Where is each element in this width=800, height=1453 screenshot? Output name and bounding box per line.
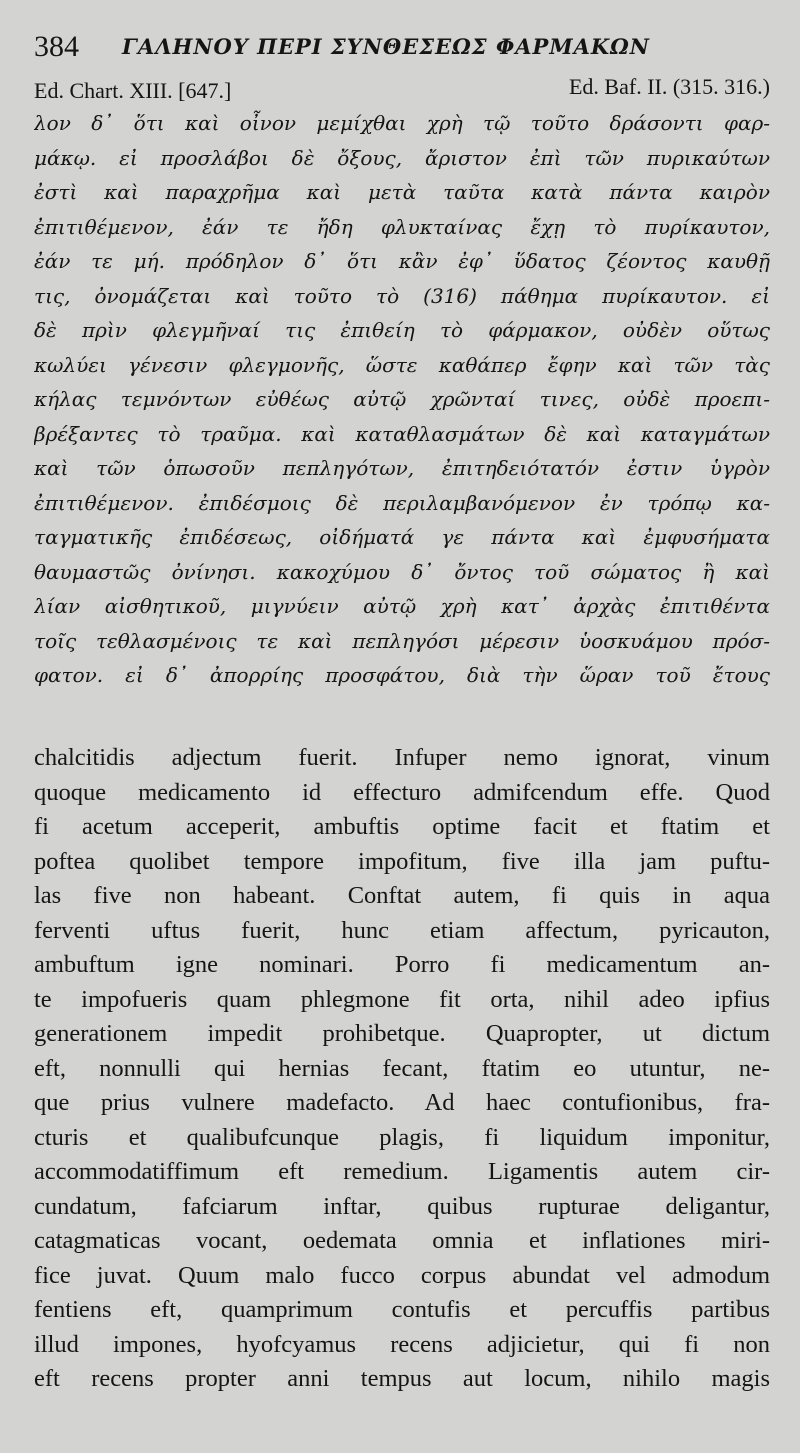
latin-text-line: generationem impedit prohibetque. Quapropter, ut dictum	[34, 1020, 770, 1047]
running-title: ΓΑΛΗΝΟΥ ΠΕΡΙ ΣΥΝΘΕΣΕΩΣ ΦΑΡΜΑΚΩΝ	[122, 34, 650, 59]
latin-text-line: catagmaticas vocant, oedemata omnia et inflationes miri-	[34, 1227, 770, 1254]
latin-text-line: fi acetum acceperit, ambuftis optime facit et ftatim et	[34, 813, 770, 840]
greek-text-line: δὲ πρὶν φλεγμῆναί τις ἐπιθείη τὸ φάρμακον, οὐδὲν οὕτως	[34, 318, 770, 342]
greek-text-line: ἐπιτιθέμενον, ἐάν τε ἤδη φλυκταίνας ἔχῃ τὸ πυρίκαυτον,	[34, 214, 770, 239]
edition-basel-reference: Ed. Baf. II. (315. 316.)	[568, 74, 770, 99]
latin-text-line: eft recens propter anni tempus aut locum, nihilo magis	[34, 1365, 770, 1392]
latin-text-line: ferventi uftus fuerit, hunc etiam affectum, pyricauton,	[34, 916, 770, 944]
greek-text-line: βρέξαντες τὸ τραῦμα. καὶ καταθλασμάτων δὲ καὶ καταγμάτων	[34, 421, 770, 446]
latin-text-line: fice juvat. Quum malo fucco corpus abundat vel admodum	[34, 1261, 770, 1289]
greek-text-line: κήλας τεμνόντων εὐθέως αὐτῷ χρῶνταί τινες, οὐδὲ προεπι-	[34, 387, 770, 411]
greek-text-line: τις, ὀνομάζεται καὶ τοῦτο τὸ (316) πάθημα πυρίκαυτον. εἰ	[34, 283, 770, 308]
latin-text-line: cundatum, fafciarum inftar, quibus rupturae deligantur,	[34, 1192, 770, 1220]
greek-text-line: μάκῳ. εἰ προσλάβοι δὲ ὄξους, ἄριστον ἐπὶ τῶν πυρικαύτων	[34, 145, 770, 170]
greek-text-line: φατον. εἰ δ᾽ ἀπορρίης προσφάτου, διὰ τὴν ὥραν τοῦ ἔτους	[34, 663, 770, 687]
latin-text-line: cturis et qualibufcunque plagis, fi liquidum imponitur,	[34, 1123, 770, 1151]
greek-text-line: ἐστὶ καὶ παραχρῆμα καὶ μετὰ ταῦτα κατὰ πάντα καιρὸν	[34, 180, 770, 204]
latin-text-line: fentiens eft, quamprimum contufis et percuffis partibus	[34, 1296, 770, 1323]
latin-text-line: que prius vulnere madefacto. Ad haec contufionibus, fra-	[34, 1089, 770, 1116]
latin-text-line: poftea quolibet tempore impofitum, five illa jam puftu-	[34, 847, 770, 875]
latin-text-line: eft, nonnulli qui hernias fecant, ftatim eo utuntur, ne-	[34, 1054, 770, 1082]
greek-text-block	[34, 106, 770, 693]
latin-text-line: las five non habeant. Conftat autem, fi quis in aqua	[34, 882, 770, 909]
greek-text-line: λον δ᾽ ὅτι καὶ οἶνον μεμίχθαι χρὴ τῷ τοῦτο δράσοντι φαρ-	[34, 111, 770, 135]
latin-text-block	[34, 741, 770, 1397]
greek-text-line: ἐάν τε μή. πρόδηλον δ᾽ ὅτι κἂν ἐφ᾽ ὕδατος ζέοντος καυθῇ	[34, 249, 770, 273]
greek-text-line: λίαν αἰσθητικοῦ, μιγνύειν αὐτῷ χρὴ κατ᾽ ἀρχὰς ἐπιτιθέντα	[34, 594, 770, 618]
latin-text-line: chalcitidis adjectum fuerit. Infuper nemo ignorat, vinum	[34, 744, 770, 771]
page-number: 384	[34, 30, 79, 63]
latin-text-line: quoque medicamento id effecturo admifcendum effe. Quod	[34, 778, 770, 806]
edition-references	[34, 74, 770, 104]
greek-text-line: ταγματικῆς ἐπιδέσεως, οἰδήματά γε πάντα καὶ ἐμφυσήματα	[34, 525, 770, 549]
greek-text-line: κωλύει γένεσιν φλεγμονῆς, ὥστε καθάπερ ἔφην καὶ τῶν τὰς	[34, 352, 770, 377]
latin-text-line: ambuftum igne nominari. Porro fi medicamentum an-	[34, 951, 770, 978]
latin-text-line: accommodatiffimum eft remedium. Ligamentis autem cir-	[34, 1158, 770, 1185]
latin-text-line: illud impones, hyofcyamus recens adjicietur, qui fi non	[34, 1330, 770, 1358]
greek-text-line: θαυμαστῶς ὀνίνησι. κακοχύμου δ᾽ ὄντος τοῦ σώματος ἢ καὶ	[34, 559, 770, 584]
latin-text-line: te impofueris quam phlegmone fit orta, nihil adeo ipfius	[34, 985, 770, 1013]
greek-text-line: καὶ τῶν ὁπωσοῦν πεπληγότων, ἐπιτηδειότατόν ἐστιν ὑγρὸν	[34, 456, 770, 480]
edition-chartier-reference: Ed. Chart. XIII. [647.]	[34, 78, 232, 103]
page-header	[34, 28, 770, 72]
greek-text-line: ἐπιτιθέμενον. ἐπιδέσμοις δὲ περιλαμβανόμενον ἐν τρόπῳ κα-	[34, 490, 770, 515]
greek-text-line: τοῖς τεθλασμένοις τε καὶ πεπληγόσι μέρεσιν ὑοσκυάμου πρόσ-	[34, 628, 770, 653]
